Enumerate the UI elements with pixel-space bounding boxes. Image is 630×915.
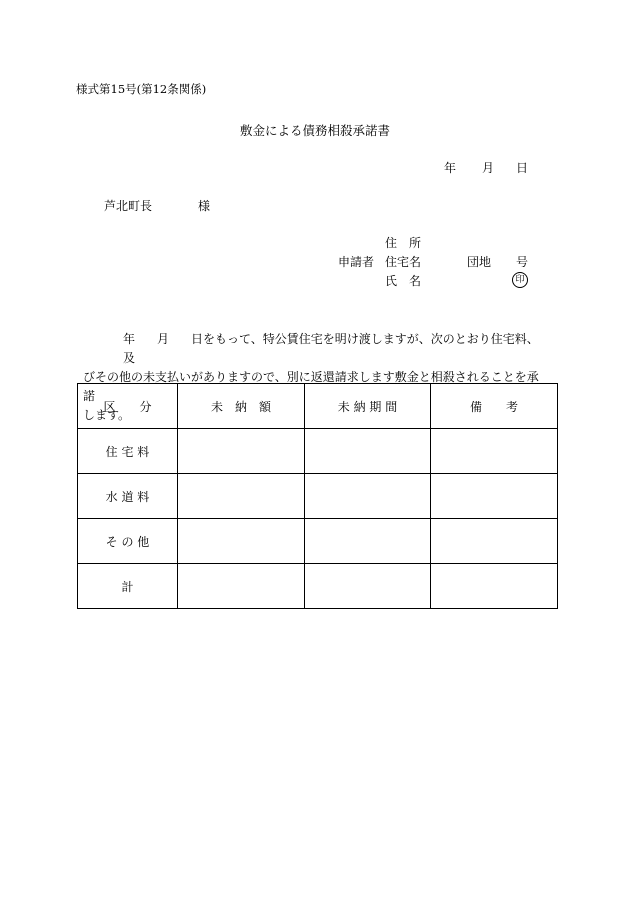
table-cell: [305, 564, 431, 609]
statement-line-1: [83, 330, 549, 368]
date-day: 日: [516, 161, 529, 175]
arrears-table: [77, 383, 558, 609]
addressee-honorific: 様: [198, 199, 211, 213]
statement-month: 月: [157, 332, 170, 346]
row-label: 計: [78, 564, 178, 609]
name-label-char: 名: [409, 274, 422, 288]
statement-line-2: びその他の未支払いがありますので、別に返還請求します敷金と相殺されることを承諾: [83, 370, 539, 403]
statement-year: 年: [123, 332, 136, 346]
addressee: [104, 200, 210, 212]
table-row: [78, 519, 558, 564]
date-month: 月: [482, 161, 495, 175]
address-label: [385, 237, 421, 249]
header-remarks: 備 考: [431, 384, 558, 429]
table-cell: [178, 474, 305, 519]
table-cell: [431, 429, 558, 474]
header-category: 区 分: [78, 384, 178, 429]
address-label-char: 住: [385, 236, 398, 250]
table-cell: [305, 429, 431, 474]
table-cell: [178, 519, 305, 564]
row-label: 水 道 料: [78, 474, 178, 519]
housing-number-label: 号: [516, 255, 529, 269]
row-label: そ の 他: [78, 519, 178, 564]
table-cell: [431, 474, 558, 519]
table-row: [78, 474, 558, 519]
name-label: [385, 275, 421, 287]
table-row: [78, 429, 558, 474]
table-cell: [178, 564, 305, 609]
addressee-name: 芦北町長: [104, 199, 153, 213]
table-row: [78, 564, 558, 609]
table-cell: [178, 429, 305, 474]
statement-text-1: 日をもって、特公賃住宅を明け渡しますが、次のとおり住宅料、及: [123, 332, 539, 365]
table-cell: [431, 519, 558, 564]
housing-name-label: 住宅名: [385, 255, 422, 269]
row-label: 住 宅 料: [78, 429, 178, 474]
header-unpaid-amount: 未 納 額: [178, 384, 305, 429]
document-title: 敷金による債務相殺承諾書: [239, 123, 390, 138]
housing-block-label: 団地: [467, 255, 492, 269]
statement-line-3: します。: [83, 408, 131, 422]
date-year: 年: [444, 161, 457, 175]
table-cell: [305, 519, 431, 564]
form-number: 様式第15号(第12条関係): [76, 82, 207, 96]
header-unpaid-period: 未 納 期 間: [305, 384, 431, 429]
name-label-char: 氏: [385, 274, 398, 288]
address-label-char: 所: [409, 236, 422, 250]
table-cell: [305, 474, 431, 519]
table-header-row: [78, 384, 558, 429]
table-cell: [431, 564, 558, 609]
applicant-label: 申請者: [338, 255, 375, 269]
seal-mark: 印: [512, 272, 528, 288]
